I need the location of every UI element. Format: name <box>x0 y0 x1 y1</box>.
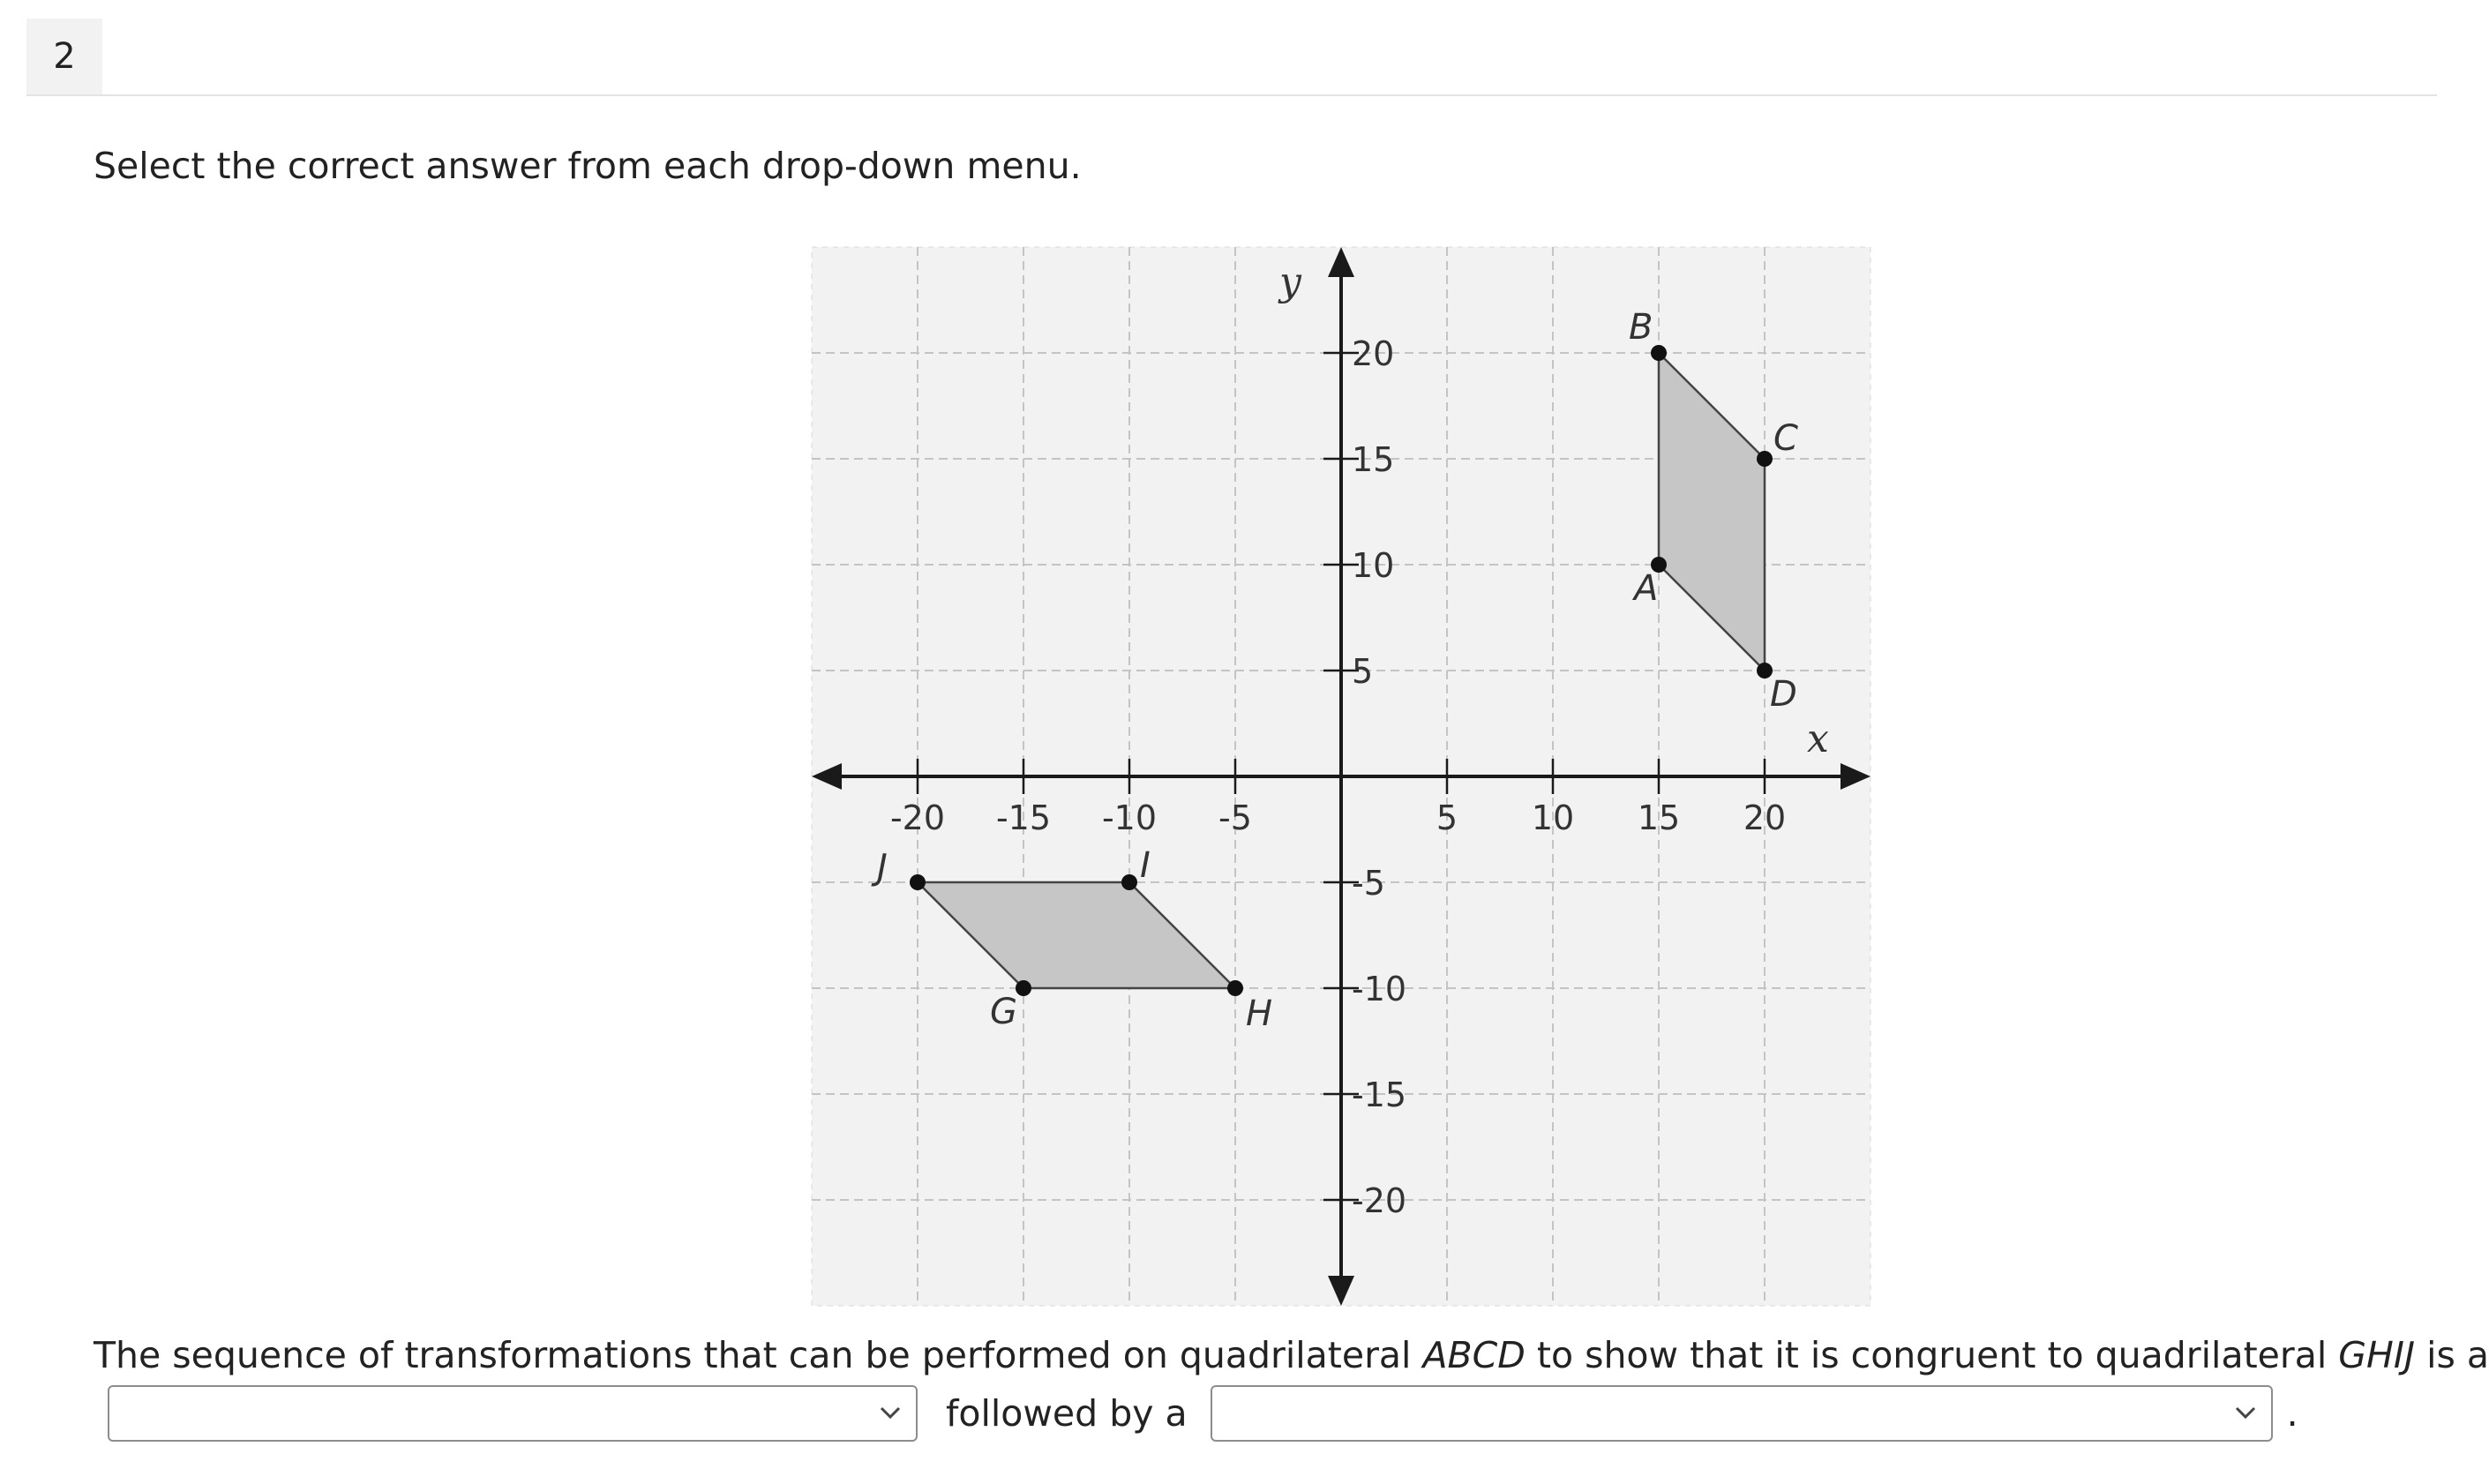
question-sentence <box>94 1334 2489 1376</box>
y-tick-label: 20 <box>1352 334 1395 373</box>
transformation-dropdown-2[interactable] <box>1211 1385 2273 1442</box>
vertex-label-a: A <box>1634 568 1659 609</box>
vertex-point-c <box>1757 451 1773 467</box>
y-axis-label: y <box>1279 259 1301 304</box>
chevron-down-icon <box>877 1399 903 1426</box>
vertex-label-d: D <box>1770 674 1797 715</box>
x-tick-label: 15 <box>1637 798 1681 837</box>
figure-abcd-label: ABCD <box>1422 1334 1526 1376</box>
x-tick-label: 10 <box>1531 798 1575 837</box>
answer-row <box>108 1383 2298 1443</box>
header-divider <box>26 94 2437 96</box>
figure-ghij-label: GHIJ <box>2338 1334 2416 1376</box>
vertex-label-j: J <box>877 847 888 888</box>
instructions-text: Select the correct answer from each drop-down menu. <box>94 145 1082 187</box>
x-tick-label: -5 <box>1218 798 1252 837</box>
vertex-point-j <box>910 874 926 890</box>
vertex-label-h: H <box>1246 993 1273 1034</box>
sentence-part-1: The sequence of transformations that can be performed on quadrilateral <box>94 1334 1423 1376</box>
x-tick-label: -10 <box>1101 798 1158 837</box>
vertex-point-i <box>1121 874 1137 890</box>
transformation-dropdown-1[interactable] <box>108 1385 918 1442</box>
y-tick-label: -15 <box>1352 1076 1407 1114</box>
y-tick-label: 5 <box>1352 652 1374 691</box>
x-tick-label: -15 <box>995 798 1052 837</box>
vertex-label-c: C <box>1773 418 1798 459</box>
x-axis-label: x <box>1807 716 1829 761</box>
y-tick-label: -20 <box>1352 1181 1407 1220</box>
question-number: 2 <box>26 19 102 94</box>
vertex-point-h <box>1227 980 1243 996</box>
chevron-down-icon <box>2232 1399 2259 1426</box>
y-tick-label: 15 <box>1352 440 1395 479</box>
x-tick-label: 20 <box>1743 798 1787 837</box>
vertex-point-g <box>1016 980 1031 996</box>
vertex-label-i: I <box>1140 845 1151 886</box>
y-tick-label: 10 <box>1352 546 1395 585</box>
y-tick-label: -5 <box>1352 864 1385 903</box>
coordinate-graph <box>812 247 1870 1306</box>
sentence-part-3: is a <box>2415 1334 2489 1376</box>
x-tick-label: -20 <box>889 798 946 837</box>
sentence-period: . <box>2286 1392 2298 1435</box>
vertex-label-b: B <box>1629 307 1653 348</box>
vertex-label-g: G <box>990 992 1017 1032</box>
vertex-point-b <box>1651 345 1667 361</box>
sentence-part-2: to show that it is congruent to quadrilateral <box>1525 1334 2339 1376</box>
x-tick-label: 5 <box>1436 798 1458 837</box>
y-tick-label: -10 <box>1352 970 1407 1008</box>
followed-by-text: followed by a <box>946 1392 1188 1435</box>
